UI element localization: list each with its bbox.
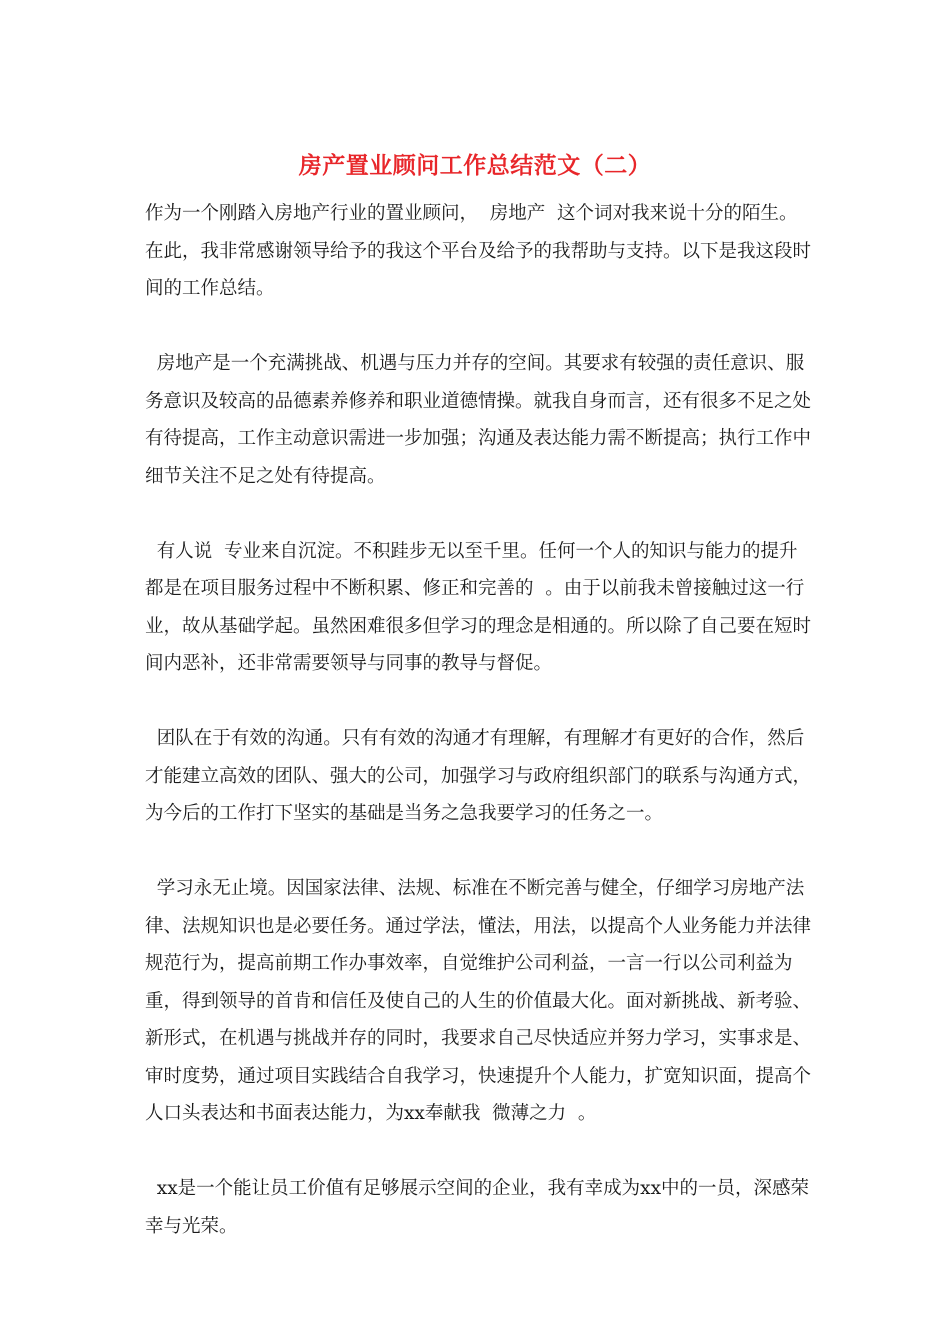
document-body (145, 195, 815, 1245)
page-title: 房产置业顾问工作总结范文（二） (298, 152, 652, 179)
paragraph-teamwork: 团队在于有效的沟通。只有有效的沟通才有理解，有理解才有更好的合作，然后才能建立高效的团队、强大的公司，加强学习与政府组织部门的联系与沟通方式，为今后的工作打下坚实的基础是当务之急我要学习的任务之一。 (145, 728, 812, 824)
paragraph-challenges: 房地产是一个充满挑战、机遇与压力并存的空间。其要求有较强的责任意识、服务意识及较高的品德素养修养和职业道德情操。就我自身而言，还有很多不足之处有待提高，工作主动意识需进一步加强；沟通及表达能力需不断提高；执行工作中细节关注不足之处有待提高。 (145, 353, 812, 487)
paragraph-intro: 作为一个刚踏入房地产行业的置业顾问， 房地产 这个词对我来说十分的陌生。在此，我非常感谢领导给予的我这个平台及给予的我帮助与支持。以下是我这段时间的工作总结。 (145, 203, 812, 299)
paragraph-learning: 有人说 专业来自沉淀。不积跬步无以至千里。任何一个人的知识与能力的提升都是在项目服务过程中不断积累、修正和完善的 。由于以前我未曾接触过这一行业，故从基础学起。虽然困难很多但学习的理念是相通的。所以除了自己要在短时间内恶补，还非常需要领导与同事的教导与督促。 (145, 540, 812, 674)
paragraph-conclusion: xx是一个能让员工价值有足够展示空间的企业，我有幸成为xx中的一员，深感荣幸与光荣。 (145, 1178, 810, 1237)
paragraph-continuous-study: 学习永无止境。因国家法律、法规、标准在不断完善与健全，仔细学习房地产法律、法规知识也是必要任务。通过学法，懂法，用法，以提高个人业务能力并法律规范行为，提高前期工作办事效率，自觉维护公司利益，一言一行以公司利益为重，得到领导的首肯和信任及使自己的人生的价值最大化。面对新挑战、新考验、新形式，在机遇与挑战并存的同时，我要求自己尽快适应并努力学习，实事求是、审时度势，通过项目实践结合自我学习，快速提升个人能力，扩宽知识面，提高个人口头表达和书面表达能力，为xx奉献我 微薄之力 。 (145, 878, 812, 1124)
